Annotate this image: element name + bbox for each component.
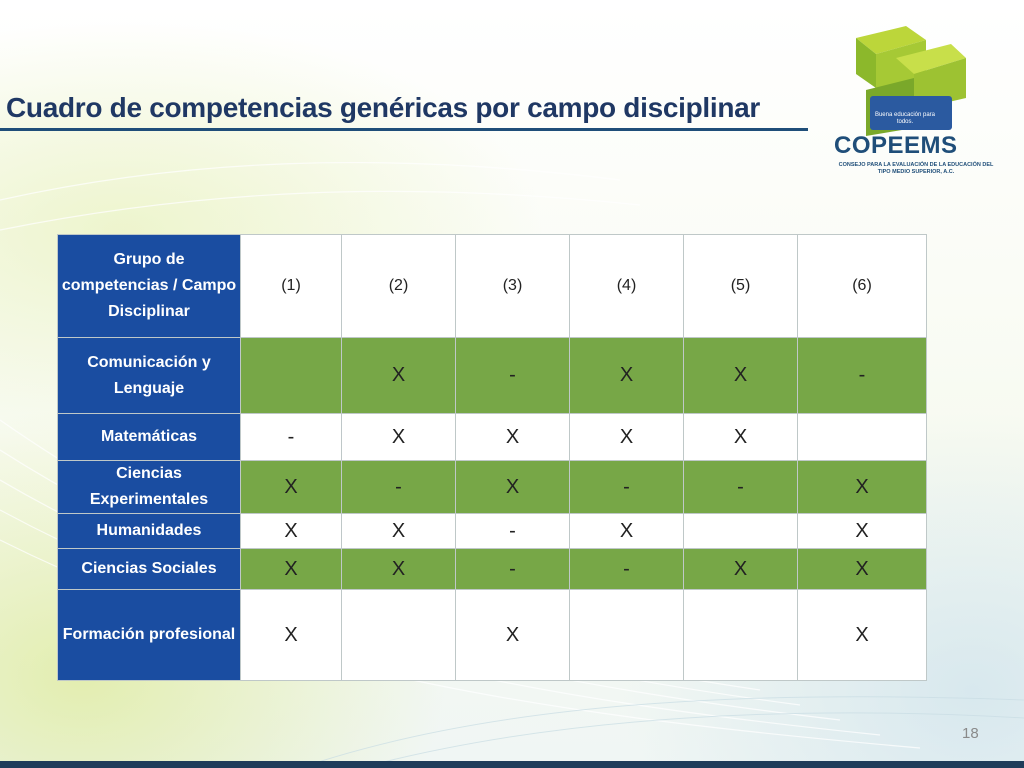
row-label: Formación profesional [58, 590, 241, 681]
row-label: Ciencias Experimentales [58, 461, 241, 514]
table-cell: X [684, 338, 798, 414]
table-cell: X [570, 414, 684, 461]
table-cell: X [798, 590, 927, 681]
table-cell: X [456, 461, 570, 514]
table-cell: X [798, 514, 927, 549]
table-cell: - [456, 549, 570, 590]
row-label: Ciencias Sociales [58, 549, 241, 590]
table-cell [798, 414, 927, 461]
table-row [58, 414, 927, 461]
table-cell: X [342, 414, 456, 461]
table-cell: X [342, 514, 456, 549]
column-header: (4) [570, 235, 684, 338]
logo-subtitle: CONSEJO PARA LA EVALUACIÓN DE LA EDUCACIÓN DEL TIPO MEDIO SUPERIOR, A.C. [838, 162, 994, 175]
table-row [58, 338, 927, 414]
corner-header: Grupo de competencias / Campo Disciplinar [58, 235, 241, 338]
table-cell: X [456, 414, 570, 461]
table-row [58, 461, 927, 514]
table-cell: X [684, 549, 798, 590]
row-label: Humanidades [58, 514, 241, 549]
table-cell: - [456, 514, 570, 549]
table-cell: X [241, 514, 342, 549]
table-cell: X [342, 338, 456, 414]
table-cell: X [456, 590, 570, 681]
table-header-row [58, 235, 927, 338]
table-cell [570, 590, 684, 681]
table-cell: - [241, 414, 342, 461]
table-cell: X [684, 414, 798, 461]
table-row [58, 549, 927, 590]
column-header: (3) [456, 235, 570, 338]
column-header: (5) [684, 235, 798, 338]
table-cell: X [570, 338, 684, 414]
row-label: Comunicación y Lenguaje [58, 338, 241, 414]
logo-wordmark: COPEEMS [834, 132, 958, 159]
competencias-table [57, 234, 927, 681]
column-header: (2) [342, 235, 456, 338]
table-cell: X [241, 590, 342, 681]
copeems-logo [826, 18, 996, 186]
footer-bar [0, 761, 1024, 768]
table-cell: X [241, 461, 342, 514]
slide-title: Cuadro de competencias genéricas por campo disciplinar [6, 92, 761, 123]
table-cell: X [342, 549, 456, 590]
table-row [58, 590, 927, 681]
table-cell: X [241, 549, 342, 590]
table-cell: - [684, 461, 798, 514]
table-row [58, 514, 927, 549]
page-number: 18 [962, 725, 979, 742]
table-cell [342, 590, 456, 681]
logo-tagline: Buena educación para todos. [874, 112, 936, 125]
table-cell: - [456, 338, 570, 414]
table-cell: X [570, 514, 684, 549]
table-cell: - [570, 461, 684, 514]
table-cell: - [342, 461, 456, 514]
table-cell [241, 338, 342, 414]
table-cell: X [798, 461, 927, 514]
column-header: (1) [241, 235, 342, 338]
table-cell: - [570, 549, 684, 590]
table-cell [684, 514, 798, 549]
column-header: (6) [798, 235, 927, 338]
title-underline [0, 128, 808, 131]
row-label: Matemáticas [58, 414, 241, 461]
table-cell [684, 590, 798, 681]
table-cell: - [798, 338, 927, 414]
table-cell: X [798, 549, 927, 590]
